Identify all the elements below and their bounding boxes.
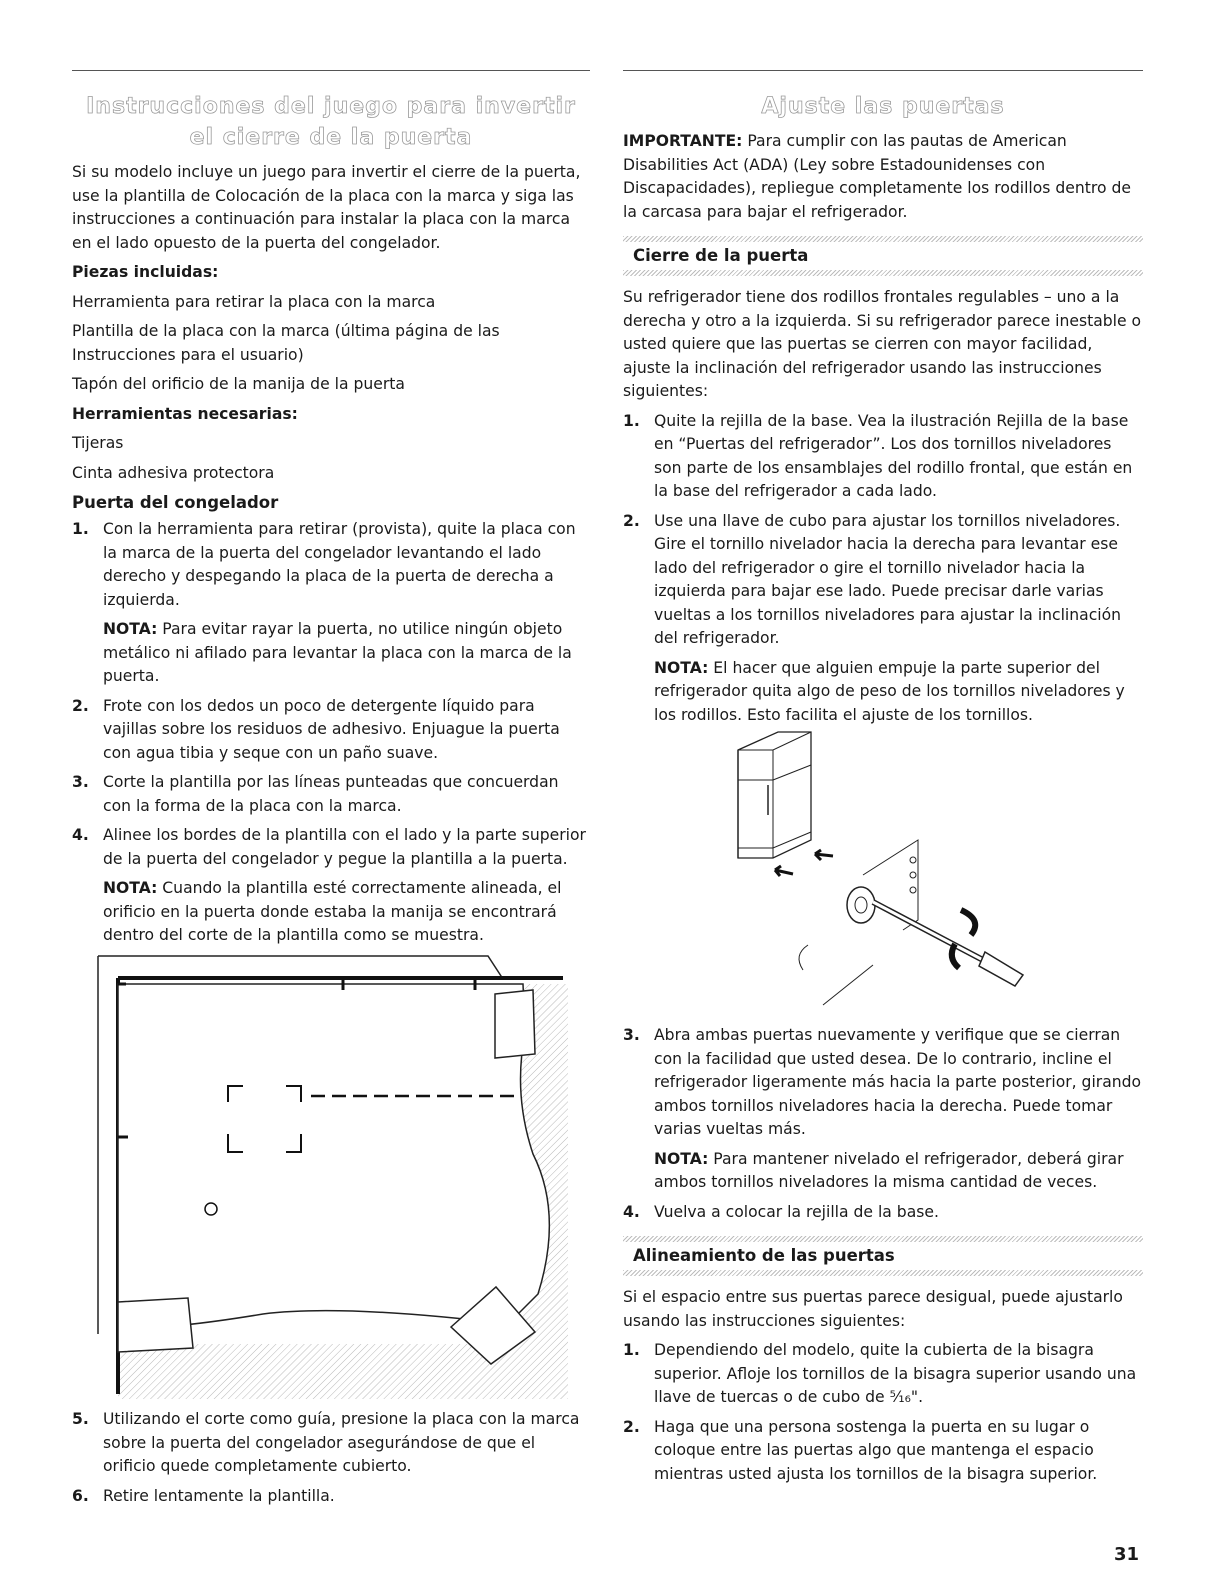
- right-section-title: Ajuste las puertas: [761, 94, 1005, 119]
- tape-bottom-left: [118, 1298, 193, 1352]
- step-number: 1.: [623, 411, 640, 430]
- step-text: Vuelva a colocar la rejilla de la base.: [654, 1202, 939, 1221]
- step-number: 4.: [623, 1202, 640, 1221]
- step-number: 6.: [72, 1486, 89, 1505]
- refrigerator-body: [738, 732, 811, 858]
- step-number: 3.: [72, 773, 89, 791]
- step-text: Alinee los bordes de la plantilla con el lado y la parte superior de la puerta del congelador y pegue la plantilla a la puerta.: [103, 826, 586, 868]
- step-item: [72, 1408, 590, 1479]
- step-text: Haga que una persona sostenga la puerta en su lugar o coloque entre las puertas algo que mantenga el espacio mientras usted ajusta los tornillos de la bisagra superior.: [654, 1417, 1098, 1483]
- note-text: Para evitar rayar la puerta, no utilice ningún objeto metálico ni afilado para levantar la placa con la marca de la puerta.: [103, 620, 572, 685]
- note-text: El hacer que alguien empuje la parte superior del refrigerador quita algo de peso de los tornillos niveladores y los rodillos. Esto facilita el ajuste de los tornillos.: [654, 658, 1125, 724]
- right-column: [623, 70, 1143, 733]
- roller: [847, 887, 875, 923]
- note-label: NOTA:: [654, 1149, 709, 1168]
- note-label: NOTA:: [103, 620, 158, 638]
- refrigerator-leveling-illustration: [733, 730, 1053, 1030]
- step-number: 4.: [72, 826, 89, 844]
- closing-steps: [623, 410, 1143, 728]
- right-top-rule: [623, 70, 1143, 71]
- wrench-handle: [979, 952, 1023, 986]
- hatch-band: [623, 1270, 1143, 1276]
- tool-item: Cinta adhesiva protectora: [72, 463, 275, 482]
- step-note: [103, 618, 590, 689]
- step-number: 2.: [72, 696, 89, 715]
- step-item: [623, 1416, 1143, 1487]
- template-top-edge: [98, 956, 563, 979]
- step-text: Abra ambas puertas nuevamente y verifique que se cierran con la facilidad que usted desea. De lo contrario, incline el refrigerador ligeramente más hacia la parte posterior, girando ambos tornillos niveladores hacia la derecha. Puede tomar varias vueltas más.: [654, 1026, 1142, 1138]
- step-item: [623, 1024, 1143, 1195]
- align-heading-bar: [623, 1236, 1143, 1276]
- note-text: Cuando la plantilla esté correctamente alineada, el orificio en la puerta donde estaba la manija se encontrará dentro del corte de la plantilla como se muestra.: [103, 879, 562, 944]
- step-number: 5.: [72, 1410, 89, 1428]
- closing-intro: Su refrigerador tiene dos rodillos frontales regulables – uno a la derecha y otro a la izquierda. Si su refrigerador parece inestable o usted quiere que las puertas se cierren con mayor facilidad, ajuste la inclinación del refrigerador usando las instrucciones siguientes:: [623, 288, 1142, 400]
- frame-hole: [910, 872, 916, 878]
- leader-line: [799, 945, 808, 970]
- hatch-band: [623, 270, 1143, 276]
- left-top-rule: [72, 70, 590, 71]
- note-label: NOTA:: [103, 879, 158, 897]
- step-note: [654, 657, 1143, 728]
- step-item: [623, 510, 1143, 728]
- step-item: [623, 1339, 1143, 1410]
- step-text: Utilizando el corte como guía, presione la placa con la marca sobre la puerta del congelador asegurándose de que el orificio quede completamente cubierto.: [103, 1410, 580, 1475]
- right-column-continued: [623, 1024, 1143, 1492]
- freezer-steps-continued: [72, 1408, 590, 1508]
- step-item: [72, 824, 590, 948]
- step-text: Retire lentamente la plantilla.: [103, 1486, 335, 1505]
- step-item: [72, 771, 590, 818]
- step-text: Dependiendo del modelo, quite la cubierta de la bisagra superior. Afloje los tornillos de la bisagra superior usando una llave de tuercas o de cubo de ⁵⁄₁₆".: [654, 1341, 1137, 1406]
- step-number: 1.: [623, 1341, 640, 1359]
- important-label: IMPORTANTE:: [623, 132, 743, 150]
- left-intro: Si su modelo incluye un juego para invertir el cierre de la puerta, use la plantilla de Colocación de la placa con la marca y siga las instrucciones a continuación para instalar la placa con la marca en el lado opuesto de la puerta del congelador.: [72, 163, 581, 252]
- rotate-arrow-icon: [961, 910, 975, 935]
- important-note: [623, 130, 1143, 224]
- closing-heading: Cierre de la puerta: [633, 246, 809, 265]
- step-number: 1.: [72, 520, 89, 538]
- step-text: Frote con los dedos un poco de detergente líquido para vajillas sobre los residuos de adhesivo. Enjuague la puerta con agua tibia y seque con un paño suave.: [103, 696, 560, 762]
- template-sheet: [118, 984, 549, 1329]
- align-steps: [623, 1339, 1143, 1486]
- align-heading: Alineamiento de las puertas: [633, 1246, 895, 1265]
- page-number: 31: [1113, 1544, 1139, 1565]
- frame-hole: [910, 887, 916, 893]
- step-note: [654, 1148, 1143, 1195]
- left-title-line-1: Instrucciones del juego para invertir: [86, 94, 576, 119]
- note-text: Para mantener nivelado el refrigerador, deberá girar ambos tornillos niveladores la misma cantidad de veces.: [654, 1149, 1124, 1191]
- left-section-title: [72, 91, 590, 153]
- step-number: 2.: [623, 1417, 640, 1436]
- part-item: Herramienta para retirar la placa con la marca: [72, 292, 436, 311]
- template-placement-illustration: [93, 954, 568, 1399]
- align-intro: Si el espacio entre sus puertas parece desigual, puede ajustarlo usando las instrucciones siguientes:: [623, 1288, 1123, 1330]
- step-number: 2.: [623, 511, 640, 530]
- part-item: Plantilla de la placa con la marca (última página de las Instrucciones para el usuario): [72, 322, 500, 364]
- arrow-icon: [815, 850, 833, 860]
- step-text: Con la herramienta para retirar (provista), quite la placa con la marca de la puerta del congelador levantando el lado derecho y despegando la placa de la puerta de derecha a izquierda.: [103, 520, 576, 609]
- tape-top-right: [495, 990, 535, 1058]
- frame-hole: [910, 857, 916, 863]
- step-item: [623, 1201, 1143, 1225]
- left-column: [72, 70, 590, 954]
- step-item: [72, 695, 590, 766]
- closing-heading-bar: [623, 236, 1143, 276]
- tool-item: Tijeras: [72, 434, 124, 452]
- tools-heading: Herramientas necesarias:: [72, 404, 298, 423]
- step-text: Quite la rejilla de la base. Vea la ilustración Rejilla de la base en “Puertas del refrigerador”. Los dos tornillos niveladores son parte de los ensamblajes del rodillo frontal, que están en la base del refrigerador a cada lado.: [654, 411, 1133, 500]
- step-item: [623, 410, 1143, 504]
- step-text: Corte la plantilla por las líneas punteadas que concuerdan con la forma de la placa con la marca.: [103, 773, 559, 815]
- step-item: [72, 518, 590, 689]
- step-text: Use una llave de cubo para ajustar los tornillos niveladores. Gire el tornillo nivelador hacia la derecha para levantar ese lado del refrigerador o gire el tornillo nivelador hacia la izquierda para bajar ese lado. Puede precisar darle varias vueltas a los tornillos niveladores para ajustar la inclinación del refrigerador.: [654, 511, 1122, 647]
- left-column-continued: [72, 1408, 590, 1514]
- freezer-heading: Puerta del congelador: [72, 493, 279, 512]
- arrow-icon: [775, 866, 793, 876]
- part-item: Tapón del orificio de la manija de la puerta: [72, 375, 405, 393]
- left-title-line-2: el cierre de la puerta: [189, 125, 473, 150]
- freezer-steps: [72, 518, 590, 948]
- step-note: [103, 877, 590, 948]
- important-text: Para cumplir con las pautas de American Disabilities Act (ADA) (Ley sobre Estadounidenses con Discapacidades), repliegue completamente los rodillos dentro de la carcasa para bajar el refrigerador.: [623, 132, 1131, 221]
- leader-line: [823, 965, 873, 1005]
- step-number: 3.: [623, 1026, 640, 1044]
- parts-heading: Piezas incluidas:: [72, 263, 219, 281]
- step-item: [72, 1485, 590, 1509]
- note-label: NOTA:: [654, 658, 709, 677]
- closing-steps-continued: [623, 1024, 1143, 1224]
